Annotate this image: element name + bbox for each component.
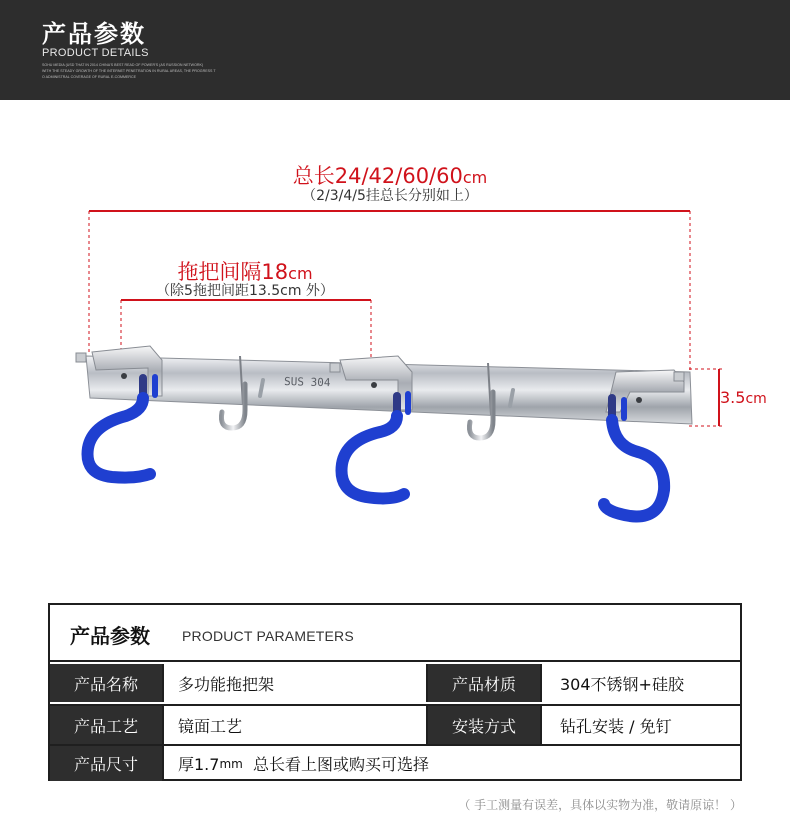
measurement-disclaimer: （ 手工测量有误差，具体以实物为准，敬请原谅！ ） [458, 798, 742, 812]
label-size: 产品尺寸 [50, 746, 162, 781]
mop-clip-3 [604, 370, 684, 516]
value-installation: 钻孔安装 / 免钉 [560, 716, 672, 736]
sus304-engraving: SUS 304 [283, 375, 331, 390]
header-fine-print-2: WITH THE STEADY GROWTH OF THE INTERNET PENETRATION IN RURAL AREAS, THE PROGRESS T [42, 69, 216, 73]
cell-divider [162, 746, 164, 781]
label-material: 产品材质 [428, 664, 540, 702]
cell-divider [540, 706, 542, 744]
cell-divider [162, 664, 164, 702]
cell-divider [162, 706, 164, 744]
value-product-name: 多功能拖把架 [178, 674, 275, 694]
header-fine-print-1: SOHU MEDIA (USD THAT IN 2014 CHINA'S BEST READ OF POWER'S (AS RUSSION NETWORK) [42, 63, 204, 67]
value-material: 304不锈钢+硅胶 [560, 674, 684, 694]
spacing-note: （除5拖把间距13.5cm 外） [156, 283, 334, 299]
header-subtitle: PRODUCT DETAILS [42, 47, 149, 59]
value-size: 厚1.7 mm 总长看上图或购买可选择 [178, 755, 430, 774]
screw-2 [371, 382, 377, 388]
total-length-label: 总长24/42/60/60cm [292, 164, 488, 188]
table-title: 产品参数 [70, 624, 150, 648]
table-header [50, 605, 740, 662]
height-label: 3.5cm [720, 388, 767, 407]
table-title-en: PRODUCT PARAMETERS [182, 628, 354, 644]
cell-divider [540, 664, 542, 702]
screw-1 [121, 373, 127, 379]
header-title: 产品参数 [42, 20, 146, 48]
label-product-name: 产品名称 [50, 664, 162, 702]
parameter-table [48, 603, 742, 781]
value-craft: 镜面工艺 [178, 716, 243, 736]
header-fine-print-3: O ADMINISTRAL COVERAGE OF RURAL E-COMMERCE [42, 75, 136, 79]
total-length-note: （2/3/4/5挂总长分别如上） [302, 188, 478, 204]
table-row [50, 664, 740, 702]
spacing-label: 拖把间隔18cm [177, 260, 313, 284]
label-craft: 产品工艺 [50, 706, 162, 744]
label-installation: 安装方式 [428, 706, 540, 744]
table-row [50, 744, 740, 781]
table-row [50, 704, 740, 744]
screw-3 [636, 397, 642, 403]
